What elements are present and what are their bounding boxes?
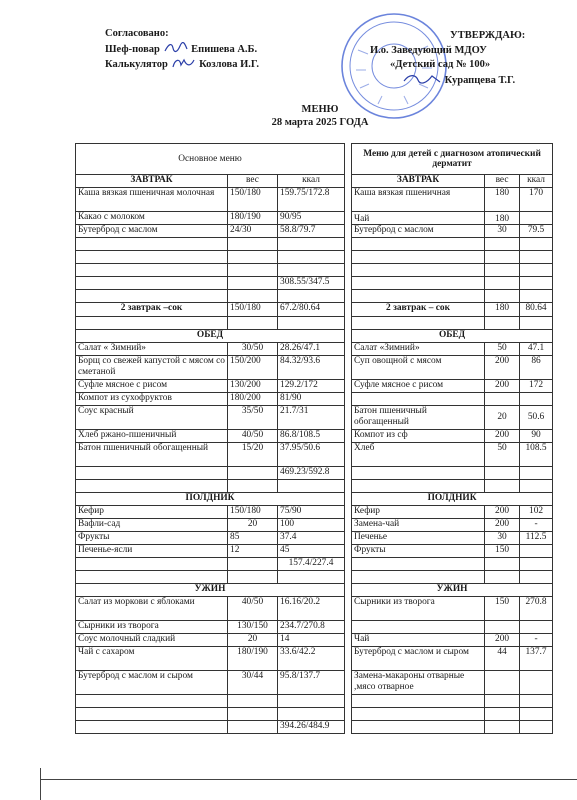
dish-weight: 50 — [485, 443, 520, 467]
breakfast-header-row — [76, 175, 553, 188]
dish-name: Замена-чай — [352, 519, 485, 532]
chef-name: Епишева А.Б. — [191, 43, 258, 55]
dish-name: Соус молочный сладкий — [76, 634, 228, 647]
section-title: ОБЕД — [352, 330, 553, 343]
table-row — [76, 647, 553, 671]
dish-kcal: 67.2/80.64 — [278, 303, 345, 317]
table-row — [76, 380, 553, 393]
dish-name: Кефир — [352, 506, 485, 519]
dish-weight: 85 — [228, 532, 278, 545]
dish-weight: 200 — [485, 380, 520, 393]
dish-name: Борщ со свежей капустой с мясом со сметаной — [76, 356, 228, 380]
dish-weight: 150/200 — [228, 356, 278, 380]
section-title: ПОЛДНИК — [352, 493, 553, 506]
dish-kcal: 172 — [520, 380, 553, 393]
table-row — [76, 212, 553, 225]
dish-kcal: 21.7/31 — [278, 406, 345, 430]
dish-weight: 44 — [485, 647, 520, 671]
bottom-divider — [40, 779, 577, 780]
dish-weight: 200 — [485, 634, 520, 647]
dish-weight: 130/150 — [228, 621, 278, 634]
dish-kcal: - — [520, 519, 553, 532]
dish-name: Суп овощной с мясом — [352, 356, 485, 380]
dish-kcal: 90 — [520, 430, 553, 443]
dish-name: Фрукты — [352, 545, 485, 558]
dish-weight: 24/30 — [228, 225, 278, 238]
section-title: УЖИН — [352, 584, 553, 597]
dish-kcal: 86 — [520, 356, 553, 380]
col-kcal: ккал — [278, 175, 345, 188]
dish-weight — [485, 671, 520, 695]
table-row — [76, 238, 553, 251]
dish-kcal: 90/95 — [278, 212, 345, 225]
total-row — [76, 277, 553, 290]
dish-kcal: 108.5 — [520, 443, 553, 467]
title-date: 28 марта 2025 ГОДА — [271, 117, 369, 128]
dish-weight: 12 — [228, 545, 278, 558]
calc-line — [105, 57, 259, 73]
dish-name: Салат из моркови с яблоками — [76, 597, 228, 621]
approve-org: «Детский сад № 100» — [390, 59, 491, 70]
dish-kcal: 37.95/50.6 — [278, 443, 345, 467]
dish-name: Батон пшеничный обогащенный — [76, 443, 228, 467]
dish-weight: 150 — [485, 597, 520, 621]
table-row — [76, 290, 553, 303]
dish-kcal — [520, 212, 553, 225]
dish-weight: 30 — [485, 225, 520, 238]
dish-kcal: 112.5 — [520, 532, 553, 545]
agreed-label: Согласовано: — [105, 28, 169, 39]
table-row — [76, 597, 553, 621]
dish-name: Каша вязкая пшеничная молочная — [76, 188, 228, 212]
dish-weight: 30 — [485, 532, 520, 545]
dish-weight: 20 — [228, 519, 278, 532]
chef-role: Шеф-повар — [105, 43, 160, 55]
section-title: 2 завтрак – сок — [352, 303, 485, 317]
dish-kcal: 170 — [520, 188, 553, 212]
dish-kcal: 16.16/20.2 — [278, 597, 345, 621]
dish-name: Вафли-сад — [76, 519, 228, 532]
section-title: ЗАВТРАК — [76, 175, 228, 188]
dish-kcal: 100 — [278, 519, 345, 532]
approve-sign-line — [370, 73, 525, 89]
table-row — [76, 519, 553, 532]
dish-weight: 20 — [485, 406, 520, 430]
dish-name: Чай — [352, 212, 485, 225]
dish-kcal: 102 — [520, 506, 553, 519]
approve-label: УТВЕРЖДАЮ: — [450, 30, 526, 41]
dish-weight: 130/200 — [228, 380, 278, 393]
dish-name: Сырники из творога — [352, 597, 485, 621]
dish-name: Хлеб — [352, 443, 485, 467]
dish-kcal: 80.64 — [520, 303, 553, 317]
signature-icon — [163, 42, 189, 54]
page-title — [260, 103, 380, 129]
menu-table — [75, 143, 553, 734]
dish-name: Батон пшеничный обогащенный — [352, 406, 485, 430]
dish-kcal: 28.26/47.1 — [278, 343, 345, 356]
dish-kcal: - — [520, 634, 553, 647]
second-breakfast-row — [76, 303, 553, 317]
dish-name: Какао с молоком — [76, 212, 228, 225]
section-title: 2 завтрак –сок — [76, 303, 228, 317]
table-row — [76, 317, 553, 330]
lunch-total: 469.23/592.8 — [278, 467, 345, 480]
dish-name: Салат « Зимний» — [76, 343, 228, 356]
total-row — [76, 721, 553, 734]
dish-weight: 40/50 — [228, 430, 278, 443]
approve-role: И.о. Заведующий МДОУ — [370, 44, 487, 56]
dish-kcal: 50.6 — [520, 406, 553, 430]
section-title: ПОЛДНИК — [76, 493, 345, 506]
dish-weight: 15/20 — [228, 443, 278, 467]
dish-kcal: 37.4 — [278, 532, 345, 545]
dish-weight: 200 — [485, 506, 520, 519]
table-row — [76, 188, 553, 212]
dish-kcal: 79.5 — [520, 225, 553, 238]
table-row — [76, 545, 553, 558]
dish-kcal: 84.32/93.6 — [278, 356, 345, 380]
table-row — [76, 443, 553, 467]
section-title: ОБЕД — [76, 330, 345, 343]
dish-name: Сырники из творога — [76, 621, 228, 634]
approve-block — [370, 29, 525, 88]
table-row — [76, 671, 553, 695]
dish-kcal: 14 — [278, 634, 345, 647]
calc-name: Козлова И.Г. — [199, 59, 259, 70]
table-row — [76, 621, 553, 634]
dish-name: Чай — [352, 634, 485, 647]
section-title: ЗАВТРАК — [352, 175, 485, 188]
dish-name: Бутерброд с маслом — [352, 225, 485, 238]
dish-name: Кефир — [76, 506, 228, 519]
dish-weight: 180 — [485, 188, 520, 212]
table-row — [76, 251, 553, 264]
table-row — [76, 506, 553, 519]
dish-kcal — [520, 671, 553, 695]
snack-header-row — [76, 493, 553, 506]
dish-weight: 180 — [485, 212, 520, 225]
dish-kcal: 270.8 — [520, 597, 553, 621]
dish-name: Фрукты — [76, 532, 228, 545]
dish-name: Печенье — [352, 532, 485, 545]
table-row — [76, 225, 553, 238]
total-row — [76, 467, 553, 480]
dish-name: Чай с сахаром — [76, 647, 228, 671]
dish-weight: 150/180 — [228, 506, 278, 519]
dish-weight: 200 — [485, 519, 520, 532]
dish-weight: 180/190 — [228, 647, 278, 671]
dish-name: Бутерброд с маслом и сыром — [352, 647, 485, 671]
dish-weight: 35/50 — [228, 406, 278, 430]
breakfast-total: 308.55/347.5 — [278, 277, 345, 290]
dish-kcal: 33.6/42.2 — [278, 647, 345, 671]
col-weight: вес — [228, 175, 278, 188]
table-row — [76, 343, 553, 356]
dish-kcal: 95.8/137.7 — [278, 671, 345, 695]
dish-weight: 150/180 — [228, 303, 278, 317]
dish-weight: 200 — [485, 356, 520, 380]
signature-icon — [402, 73, 442, 85]
dish-name: Компот из сф — [352, 430, 485, 443]
title-main: МЕНЮ — [301, 104, 339, 115]
table-row — [76, 406, 553, 430]
dish-weight: 200 — [485, 430, 520, 443]
dish-weight: 30/44 — [228, 671, 278, 695]
table-row — [76, 480, 553, 493]
dish-kcal: 159.75/172.8 — [278, 188, 345, 212]
table-row — [76, 695, 553, 708]
total-row — [76, 558, 553, 571]
dish-weight: 150 — [485, 545, 520, 558]
dish-kcal: 137.7 — [520, 647, 553, 671]
dish-name: Компот из сухофруктов — [76, 393, 228, 406]
dish-weight: 40/50 — [228, 597, 278, 621]
right-menu-title: Меню для детей с диагнозом атопический дерматит — [352, 144, 553, 175]
dish-kcal: 234.7/270.8 — [278, 621, 345, 634]
dish-name: Хлеб ржано-пшеничный — [76, 430, 228, 443]
table-row — [76, 356, 553, 380]
dish-kcal: 75/90 — [278, 506, 345, 519]
signature-icon — [170, 57, 196, 69]
snack-total: 157.4/227.4 — [278, 558, 345, 571]
table-row — [76, 634, 553, 647]
dish-name: Бутерброд с маслом и сыром — [76, 671, 228, 695]
bottom-divider-vertical — [40, 768, 41, 800]
table-row — [76, 708, 553, 721]
dish-kcal — [520, 545, 553, 558]
dish-kcal: 47.1 — [520, 343, 553, 356]
dish-name: Суфле мясное с рисом — [76, 380, 228, 393]
dish-name: Каша вязкая пшеничная — [352, 188, 485, 212]
dish-name: Салат «Зимний» — [352, 343, 485, 356]
table-title-row — [76, 144, 553, 175]
dish-name: Бутерброд с маслом — [76, 225, 228, 238]
chef-line — [105, 42, 259, 58]
agreed-block — [105, 27, 259, 73]
dish-name: Печенье-ясли — [76, 545, 228, 558]
dish-kcal: 129.2/172 — [278, 380, 345, 393]
dish-weight: 50 — [485, 343, 520, 356]
dish-weight: 180/200 — [228, 393, 278, 406]
table-row — [76, 532, 553, 545]
dish-weight: 180 — [485, 303, 520, 317]
dish-weight: 30/50 — [228, 343, 278, 356]
dish-weight: 150/180 — [228, 188, 278, 212]
dish-name: Соус красный — [76, 406, 228, 430]
table-row — [76, 430, 553, 443]
calc-role: Калькулятор — [105, 59, 168, 70]
dinner-total: 394.26/484.9 — [278, 721, 345, 734]
dish-kcal: 86.8/108.5 — [278, 430, 345, 443]
table-row — [76, 571, 553, 584]
table-row — [76, 264, 553, 277]
col-weight: вес — [485, 175, 520, 188]
left-menu-title: Основное меню — [76, 144, 345, 175]
approve-name: Курапцева Т.Г. — [444, 74, 516, 86]
dish-name: Суфле мясное с рисом — [352, 380, 485, 393]
col-kcal: ккал — [520, 175, 553, 188]
dish-weight: 20 — [228, 634, 278, 647]
dish-kcal: 45 — [278, 545, 345, 558]
lunch-header-row — [76, 330, 553, 343]
dish-weight: 180/190 — [228, 212, 278, 225]
section-title: УЖИН — [76, 584, 345, 597]
table-row — [76, 393, 553, 406]
dish-kcal: 81/90 — [278, 393, 345, 406]
dish-kcal: 58.8/79.7 — [278, 225, 345, 238]
dish-name: Замена-макароны отварные ,мясо отварное — [352, 671, 485, 695]
dinner-header-row — [76, 584, 553, 597]
